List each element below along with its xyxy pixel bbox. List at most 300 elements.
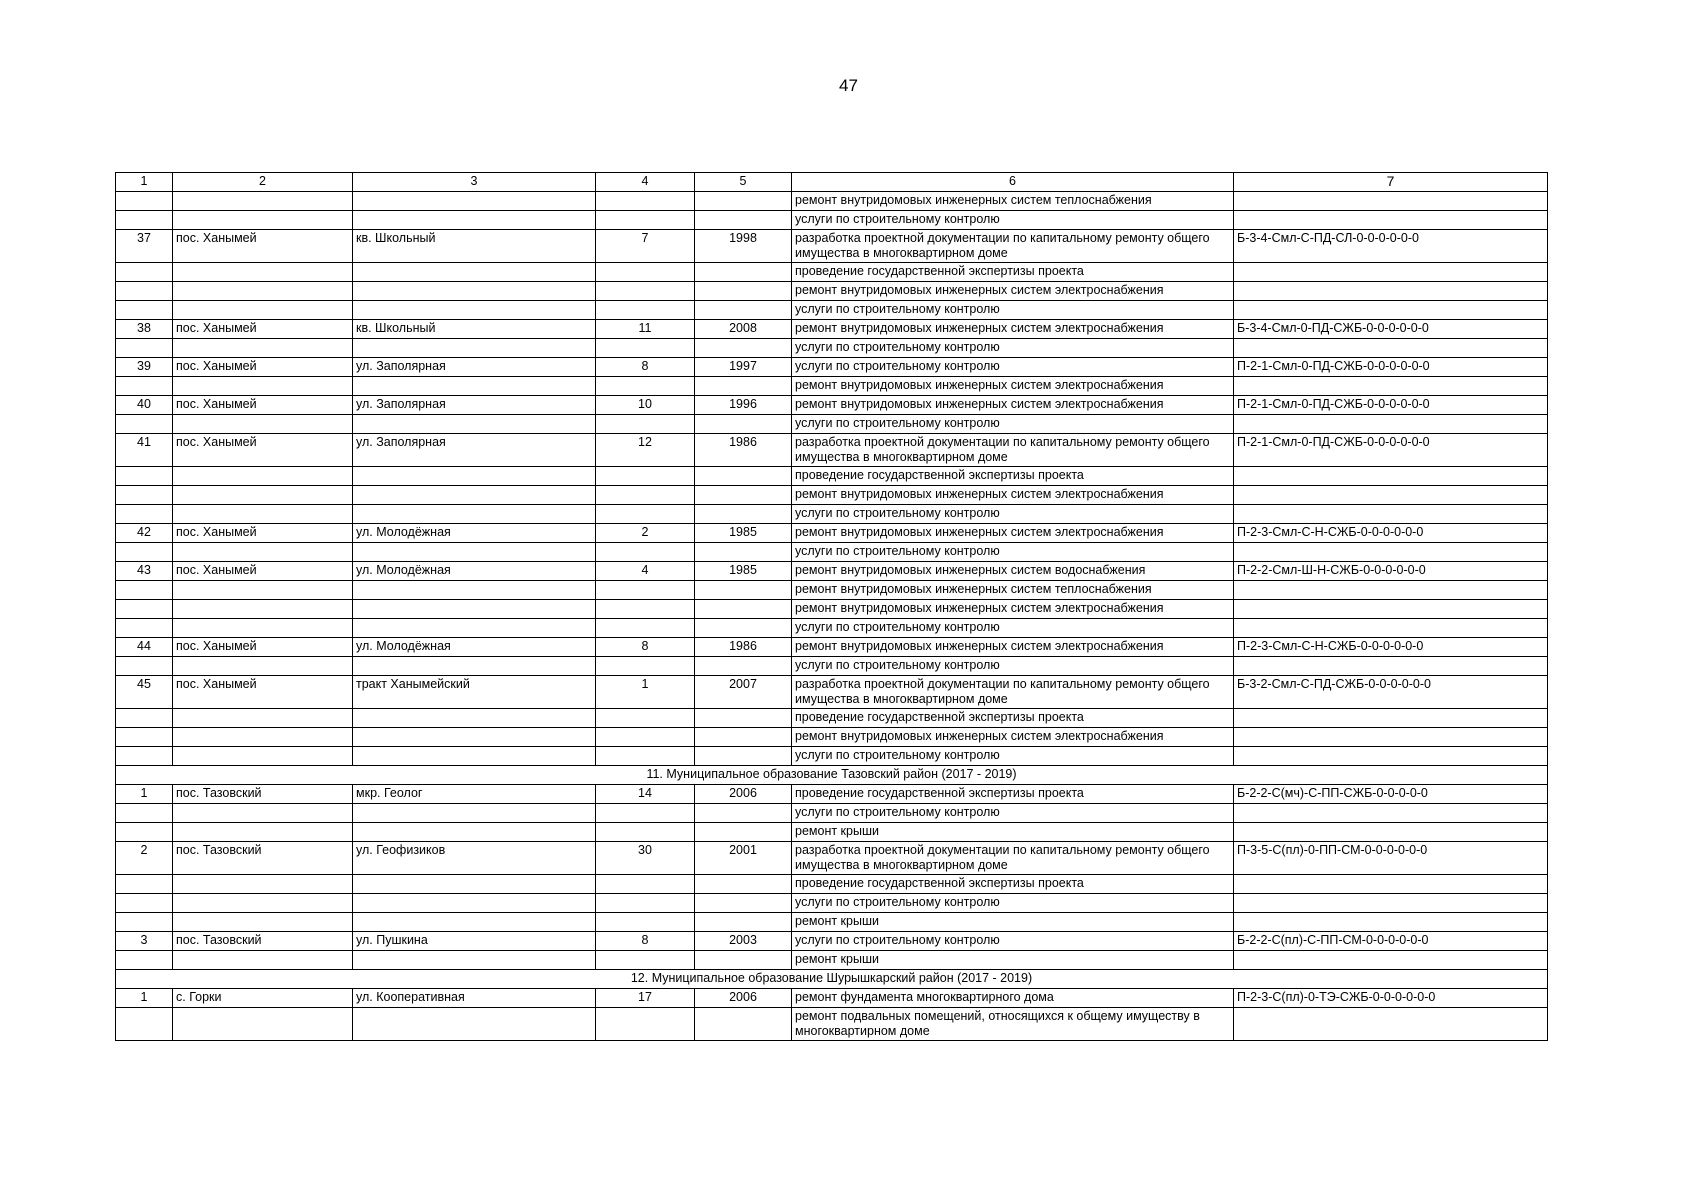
row-number-cell <box>116 377 173 396</box>
work-type-cell: услуги по строительному контролю <box>792 932 1234 951</box>
header-cell-2: 2 <box>173 173 353 192</box>
row-number-cell: 41 <box>116 434 173 467</box>
street-cell: ул. Заполярная <box>353 434 596 467</box>
settlement-cell: пос. Ханымей <box>173 434 353 467</box>
table-row <box>116 951 1548 970</box>
building-code-cell: П-3-5-С(пл)-0-ПП-СМ-0-0-0-0-0-0 <box>1234 842 1548 875</box>
table-row <box>116 728 1548 747</box>
settlement-cell <box>173 211 353 230</box>
table-row <box>116 804 1548 823</box>
work-type-cell: проведение государственной экспертизы проекта <box>792 467 1234 486</box>
building-code-cell <box>1234 211 1548 230</box>
commissioning-year-cell <box>695 505 792 524</box>
row-number-cell <box>116 657 173 676</box>
commissioning-year-cell <box>695 581 792 600</box>
table-row <box>116 562 1548 581</box>
row-number-cell <box>116 894 173 913</box>
building-code-cell <box>1234 728 1548 747</box>
table-row <box>116 989 1548 1008</box>
building-code-cell <box>1234 600 1548 619</box>
building-code-cell <box>1234 505 1548 524</box>
commissioning-year-cell <box>695 747 792 766</box>
table-row <box>116 505 1548 524</box>
building-code-cell: П-2-3-С(пл)-0-ТЭ-СЖБ-0-0-0-0-0-0 <box>1234 989 1548 1008</box>
building-code-cell <box>1234 543 1548 562</box>
settlement-cell: пос. Ханымей <box>173 230 353 263</box>
building-code-cell <box>1234 1008 1548 1041</box>
settlement-cell <box>173 415 353 434</box>
commissioning-year-cell: 1986 <box>695 638 792 657</box>
street-cell <box>353 415 596 434</box>
street-cell <box>353 467 596 486</box>
building-code-cell <box>1234 263 1548 282</box>
work-type-cell: ремонт внутридомовых инженерных систем электроснабжения <box>792 282 1234 301</box>
settlement-cell <box>173 486 353 505</box>
house-number-cell <box>596 600 695 619</box>
commissioning-year-cell <box>695 951 792 970</box>
row-number-cell: 39 <box>116 358 173 377</box>
street-cell <box>353 709 596 728</box>
commissioning-year-cell <box>695 263 792 282</box>
work-type-cell: ремонт внутридомовых инженерных систем электроснабжения <box>792 377 1234 396</box>
settlement-cell <box>173 1008 353 1041</box>
commissioning-year-cell: 1986 <box>695 434 792 467</box>
row-number-cell <box>116 1008 173 1041</box>
street-cell <box>353 263 596 282</box>
commissioning-year-cell <box>695 211 792 230</box>
table-row <box>116 600 1548 619</box>
row-number-cell: 38 <box>116 320 173 339</box>
commissioning-year-cell <box>695 600 792 619</box>
table-row <box>116 913 1548 932</box>
row-number-cell <box>116 543 173 562</box>
commissioning-year-cell: 2003 <box>695 932 792 951</box>
building-code-cell <box>1234 747 1548 766</box>
row-number-cell: 2 <box>116 842 173 875</box>
street-cell <box>353 377 596 396</box>
building-code-cell: П-2-3-Смл-С-Н-СЖБ-0-0-0-0-0-0 <box>1234 638 1548 657</box>
street-cell <box>353 728 596 747</box>
row-number-cell <box>116 619 173 638</box>
house-number-cell: 7 <box>596 230 695 263</box>
row-number-cell: 1 <box>116 989 173 1008</box>
building-code-cell <box>1234 619 1548 638</box>
table-row <box>116 932 1548 951</box>
commissioning-year-cell <box>695 282 792 301</box>
house-number-cell <box>596 263 695 282</box>
row-number-cell: 43 <box>116 562 173 581</box>
work-type-cell: разработка проектной документации по капитальному ремонту общего имущества в многоквартирном доме <box>792 434 1234 467</box>
commissioning-year-cell: 1996 <box>695 396 792 415</box>
table-row <box>116 377 1548 396</box>
work-type-cell: ремонт внутридомовых инженерных систем электроснабжения <box>792 320 1234 339</box>
settlement-cell <box>173 657 353 676</box>
building-code-cell <box>1234 377 1548 396</box>
street-cell <box>353 804 596 823</box>
house-number-cell <box>596 486 695 505</box>
settlement-cell <box>173 894 353 913</box>
commissioning-year-cell <box>695 192 792 211</box>
section-title: 12. Муниципальное образование Шурышкарский район (2017 - 2019) <box>116 970 1548 989</box>
commissioning-year-cell <box>695 467 792 486</box>
header-cell-4: 4 <box>596 173 695 192</box>
work-type-cell: услуги по строительному контролю <box>792 747 1234 766</box>
table-row <box>116 320 1548 339</box>
row-number-cell <box>116 505 173 524</box>
row-number-cell <box>116 467 173 486</box>
header-cell-5: 5 <box>695 173 792 192</box>
table-row <box>116 875 1548 894</box>
house-number-cell <box>596 282 695 301</box>
commissioning-year-cell <box>695 913 792 932</box>
house-number-cell: 4 <box>596 562 695 581</box>
table-row <box>116 1008 1548 1041</box>
work-type-cell: проведение государственной экспертизы проекта <box>792 709 1234 728</box>
house-number-cell: 10 <box>596 396 695 415</box>
work-type-cell: услуги по строительному контролю <box>792 415 1234 434</box>
work-type-cell: ремонт крыши <box>792 951 1234 970</box>
table-row <box>116 211 1548 230</box>
row-number-cell <box>116 339 173 358</box>
street-cell: ул. Молодёжная <box>353 638 596 657</box>
building-code-cell <box>1234 581 1548 600</box>
table-row <box>116 657 1548 676</box>
table-row <box>116 467 1548 486</box>
page-number: 47 <box>839 76 858 95</box>
settlement-cell <box>173 543 353 562</box>
row-number-cell: 44 <box>116 638 173 657</box>
street-cell: кв. Школьный <box>353 230 596 263</box>
settlement-cell <box>173 581 353 600</box>
table-row <box>116 747 1548 766</box>
street-cell <box>353 747 596 766</box>
row-number-cell <box>116 875 173 894</box>
work-type-cell: проведение государственной экспертизы проекта <box>792 785 1234 804</box>
row-number-cell <box>116 211 173 230</box>
header-cell-1: 1 <box>116 173 173 192</box>
settlement-cell <box>173 728 353 747</box>
settlement-cell <box>173 875 353 894</box>
settlement-cell <box>173 282 353 301</box>
work-type-cell: ремонт внутридомовых инженерных систем теплоснабжения <box>792 581 1234 600</box>
house-number-cell <box>596 823 695 842</box>
row-number-cell <box>116 804 173 823</box>
table-row <box>116 524 1548 543</box>
house-number-cell <box>596 728 695 747</box>
building-code-cell: Б-3-2-Смл-С-ПД-СЖБ-0-0-0-0-0-0 <box>1234 676 1548 709</box>
table-row <box>116 415 1548 434</box>
street-cell <box>353 600 596 619</box>
building-code-cell <box>1234 709 1548 728</box>
table-row <box>116 619 1548 638</box>
street-cell: ул. Молодёжная <box>353 524 596 543</box>
street-cell <box>353 619 596 638</box>
row-number-cell <box>116 263 173 282</box>
house-number-cell <box>596 709 695 728</box>
street-cell: ул. Пушкина <box>353 932 596 951</box>
work-type-cell: ремонт крыши <box>792 823 1234 842</box>
house-number-cell: 8 <box>596 638 695 657</box>
header-row <box>116 173 1548 192</box>
row-number-cell: 3 <box>116 932 173 951</box>
street-cell <box>353 951 596 970</box>
settlement-cell <box>173 913 353 932</box>
building-code-cell <box>1234 894 1548 913</box>
building-code-cell <box>1234 467 1548 486</box>
commissioning-year-cell: 2008 <box>695 320 792 339</box>
house-number-cell <box>596 467 695 486</box>
street-cell: ул. Кооперативная <box>353 989 596 1008</box>
table-row <box>116 785 1548 804</box>
settlement-cell <box>173 263 353 282</box>
building-code-cell <box>1234 875 1548 894</box>
building-code-cell <box>1234 951 1548 970</box>
settlement-cell: пос. Ханымей <box>173 638 353 657</box>
commissioning-year-cell <box>695 823 792 842</box>
settlement-cell <box>173 377 353 396</box>
settlement-cell <box>173 747 353 766</box>
house-number-cell <box>596 543 695 562</box>
work-type-cell: разработка проектной документации по капитальному ремонту общего имущества в многоквартирном доме <box>792 230 1234 263</box>
street-cell <box>353 913 596 932</box>
street-cell <box>353 543 596 562</box>
settlement-cell: пос. Ханымей <box>173 358 353 377</box>
work-type-cell: ремонт крыши <box>792 913 1234 932</box>
house-number-cell <box>596 301 695 320</box>
street-cell <box>353 1008 596 1041</box>
work-type-cell: ремонт внутридомовых инженерных систем водоснабжения <box>792 562 1234 581</box>
street-cell <box>353 505 596 524</box>
house-number-cell: 30 <box>596 842 695 875</box>
table-row <box>116 434 1548 467</box>
street-cell <box>353 339 596 358</box>
commissioning-year-cell: 1985 <box>695 524 792 543</box>
commissioning-year-cell: 2006 <box>695 989 792 1008</box>
table-row <box>116 543 1548 562</box>
street-cell: ул. Заполярная <box>353 396 596 415</box>
house-number-cell <box>596 192 695 211</box>
building-code-cell: П-2-3-Смл-С-Н-СЖБ-0-0-0-0-0-0 <box>1234 524 1548 543</box>
street-cell <box>353 657 596 676</box>
row-number-cell <box>116 747 173 766</box>
street-cell <box>353 192 596 211</box>
street-cell <box>353 301 596 320</box>
row-number-cell <box>116 301 173 320</box>
settlement-cell: пос. Ханымей <box>173 396 353 415</box>
house-number-cell <box>596 804 695 823</box>
table-row <box>116 709 1548 728</box>
work-type-cell: услуги по строительному контролю <box>792 657 1234 676</box>
row-number-cell <box>116 913 173 932</box>
house-number-cell: 2 <box>596 524 695 543</box>
work-type-cell: ремонт внутридомовых инженерных систем электроснабжения <box>792 486 1234 505</box>
row-number-cell: 42 <box>116 524 173 543</box>
house-number-cell <box>596 657 695 676</box>
settlement-cell: пос. Тазовский <box>173 932 353 951</box>
row-number-cell <box>116 282 173 301</box>
street-cell <box>353 875 596 894</box>
work-type-cell: ремонт внутридомовых инженерных систем электроснабжения <box>792 728 1234 747</box>
house-number-cell <box>596 505 695 524</box>
building-code-cell <box>1234 339 1548 358</box>
house-number-cell: 8 <box>596 358 695 377</box>
work-type-cell: услуги по строительному контролю <box>792 619 1234 638</box>
building-code-cell: Б-3-4-Смл-С-ПД-СЛ-0-0-0-0-0-0 <box>1234 230 1548 263</box>
header-cell-7: 7 <box>1234 173 1548 192</box>
street-cell <box>353 823 596 842</box>
house-number-cell <box>596 377 695 396</box>
settlement-cell <box>173 505 353 524</box>
house-number-cell <box>596 875 695 894</box>
building-code-cell <box>1234 823 1548 842</box>
settlement-cell <box>173 709 353 728</box>
work-type-cell: ремонт внутридомовых инженерных систем электроснабжения <box>792 600 1234 619</box>
house-number-cell <box>596 581 695 600</box>
commissioning-year-cell: 1998 <box>695 230 792 263</box>
table-row <box>116 192 1548 211</box>
table-row <box>116 638 1548 657</box>
commissioning-year-cell <box>695 619 792 638</box>
work-type-cell: услуги по строительному контролю <box>792 358 1234 377</box>
commissioning-year-cell <box>695 301 792 320</box>
row-number-cell: 1 <box>116 785 173 804</box>
street-cell <box>353 211 596 230</box>
settlement-cell <box>173 804 353 823</box>
row-number-cell: 45 <box>116 676 173 709</box>
settlement-cell <box>173 467 353 486</box>
table-row <box>116 676 1548 709</box>
building-code-cell: П-2-1-Смл-0-ПД-СЖБ-0-0-0-0-0-0 <box>1234 396 1548 415</box>
settlement-cell: пос. Тазовский <box>173 785 353 804</box>
settlement-cell: пос. Ханымей <box>173 562 353 581</box>
settlement-cell <box>173 600 353 619</box>
work-type-cell: ремонт внутридомовых инженерных систем теплоснабжения <box>792 192 1234 211</box>
row-number-cell <box>116 709 173 728</box>
street-cell: тракт Ханымейский <box>353 676 596 709</box>
house-number-cell: 8 <box>596 932 695 951</box>
work-type-cell: услуги по строительному контролю <box>792 211 1234 230</box>
table-row <box>116 894 1548 913</box>
settlement-cell: пос. Ханымей <box>173 320 353 339</box>
table-row <box>116 581 1548 600</box>
work-type-cell: услуги по строительному контролю <box>792 543 1234 562</box>
header-cell-3: 3 <box>353 173 596 192</box>
work-type-cell: услуги по строительному контролю <box>792 804 1234 823</box>
building-code-cell: Б-3-4-Смл-0-ПД-СЖБ-0-0-0-0-0-0 <box>1234 320 1548 339</box>
street-cell <box>353 581 596 600</box>
commissioning-year-cell <box>695 339 792 358</box>
row-number-cell <box>116 823 173 842</box>
work-type-cell: разработка проектной документации по капитальному ремонту общего имущества в многоквартирном доме <box>792 676 1234 709</box>
settlement-cell <box>173 823 353 842</box>
street-cell <box>353 894 596 913</box>
commissioning-year-cell <box>695 875 792 894</box>
street-cell <box>353 486 596 505</box>
row-number-cell <box>116 192 173 211</box>
work-type-cell: проведение государственной экспертизы проекта <box>792 263 1234 282</box>
street-cell: кв. Школьный <box>353 320 596 339</box>
commissioning-year-cell <box>695 894 792 913</box>
commissioning-year-cell <box>695 377 792 396</box>
house-number-cell: 17 <box>596 989 695 1008</box>
house-number-cell <box>596 619 695 638</box>
house-number-cell: 11 <box>596 320 695 339</box>
settlement-cell <box>173 951 353 970</box>
table-row <box>116 339 1548 358</box>
house-number-cell: 14 <box>596 785 695 804</box>
work-type-cell: разработка проектной документации по капитальному ремонту общего имущества в многоквартирном доме <box>792 842 1234 875</box>
commissioning-year-cell: 2006 <box>695 785 792 804</box>
settlement-cell: пос. Ханымей <box>173 676 353 709</box>
commissioning-year-cell: 2007 <box>695 676 792 709</box>
house-number-cell <box>596 951 695 970</box>
house-number-cell: 1 <box>596 676 695 709</box>
row-number-cell <box>116 581 173 600</box>
commissioning-year-cell <box>695 657 792 676</box>
building-code-cell: Б-2-2-С(мч)-С-ПП-СЖБ-0-0-0-0-0 <box>1234 785 1548 804</box>
commissioning-year-cell <box>695 1008 792 1041</box>
work-type-cell: ремонт внутридомовых инженерных систем электроснабжения <box>792 524 1234 543</box>
table-row <box>116 263 1548 282</box>
row-number-cell <box>116 951 173 970</box>
house-number-cell <box>596 747 695 766</box>
settlement-cell: пос. Тазовский <box>173 842 353 875</box>
commissioning-year-cell <box>695 486 792 505</box>
street-cell <box>353 282 596 301</box>
street-cell: ул. Молодёжная <box>353 562 596 581</box>
house-number-cell <box>596 339 695 358</box>
work-type-cell: услуги по строительному контролю <box>792 339 1234 358</box>
row-number-cell: 40 <box>116 396 173 415</box>
building-code-cell: П-2-2-Смл-Ш-Н-СЖБ-0-0-0-0-0-0 <box>1234 562 1548 581</box>
building-code-cell: Б-2-2-С(пл)-С-ПП-СМ-0-0-0-0-0-0 <box>1234 932 1548 951</box>
house-number-cell: 12 <box>596 434 695 467</box>
table-row <box>116 301 1548 320</box>
work-type-cell: ремонт внутридомовых инженерных систем электроснабжения <box>792 638 1234 657</box>
table-row <box>116 282 1548 301</box>
building-code-cell <box>1234 415 1548 434</box>
table-row <box>116 486 1548 505</box>
table-row <box>116 358 1548 377</box>
work-type-cell: услуги по строительному контролю <box>792 301 1234 320</box>
header-cell-6: 6 <box>792 173 1234 192</box>
table-row <box>116 396 1548 415</box>
commissioning-year-cell: 1997 <box>695 358 792 377</box>
work-type-cell: ремонт фундамента многоквартирного дома <box>792 989 1234 1008</box>
section-header-row <box>116 970 1548 989</box>
house-number-cell <box>596 211 695 230</box>
row-number-cell <box>116 486 173 505</box>
table-row <box>116 230 1548 263</box>
table-row <box>116 842 1548 875</box>
building-code-cell: П-2-1-Смл-0-ПД-СЖБ-0-0-0-0-0-0 <box>1234 358 1548 377</box>
row-number-cell: 37 <box>116 230 173 263</box>
commissioning-year-cell: 1985 <box>695 562 792 581</box>
street-cell: мкр. Геолог <box>353 785 596 804</box>
building-code-cell: П-2-1-Смл-0-ПД-СЖБ-0-0-0-0-0-0 <box>1234 434 1548 467</box>
row-number-cell <box>116 728 173 747</box>
repair-program-table <box>115 172 1548 1041</box>
work-type-cell: ремонт внутридомовых инженерных систем электроснабжения <box>792 396 1234 415</box>
commissioning-year-cell: 2001 <box>695 842 792 875</box>
settlement-cell <box>173 619 353 638</box>
house-number-cell <box>596 913 695 932</box>
street-cell: ул. Геофизиков <box>353 842 596 875</box>
section-header-row <box>116 766 1548 785</box>
work-type-cell: услуги по строительному контролю <box>792 894 1234 913</box>
building-code-cell <box>1234 913 1548 932</box>
commissioning-year-cell <box>695 543 792 562</box>
